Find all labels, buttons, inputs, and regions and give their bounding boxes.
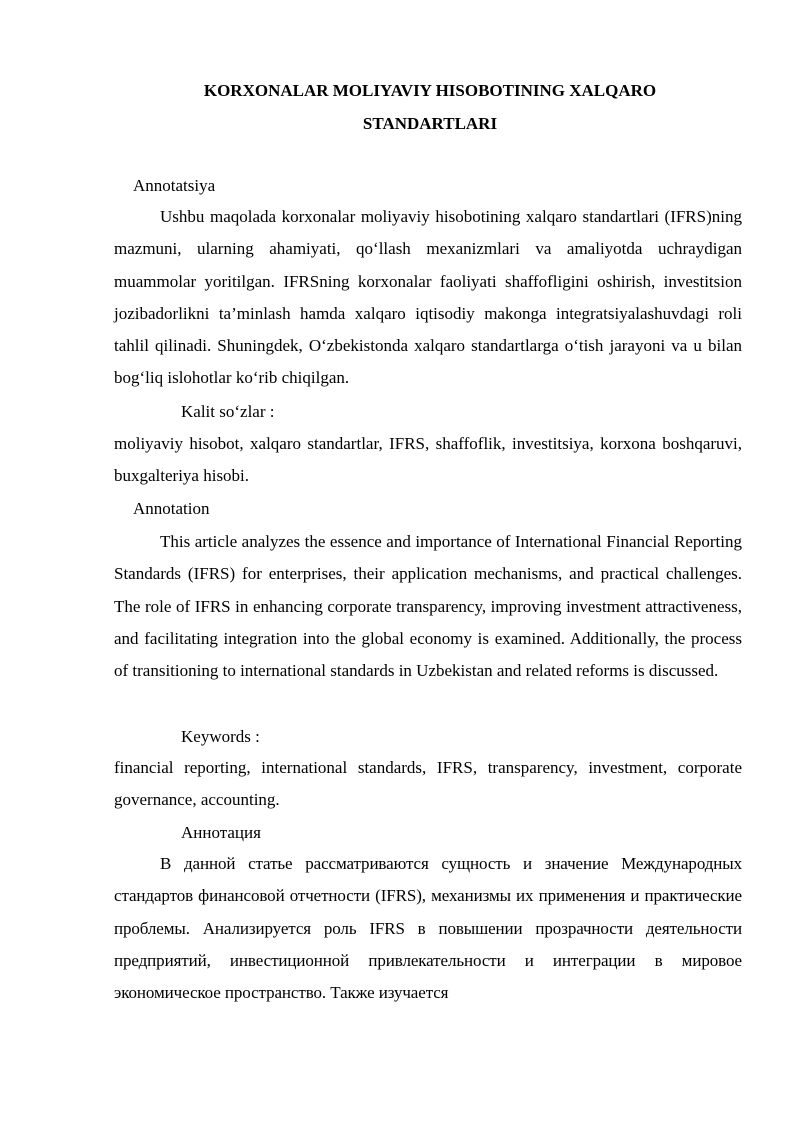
ru-annotation-heading: Аннотация: [181, 823, 261, 842]
en-abstract: This article analyzes the essence and importance of International Financial Reporting Standards (IFRS) for enterprises, their application mechanisms, and practical challenges. The role of IFRS in enhancing corporate transparency, improving investment attractiveness, and facilitating integration into the global economy is examined. Additionally, the process of transitioning to international standards in Uzbekistan and related reforms is discussed.: [114, 532, 742, 681]
en-keywords: financial reporting, international standards, IFRS, transparency, investment, corporate governance, accounting.: [114, 758, 742, 810]
uz-abstract: Ushbu maqolada korxonalar moliyaviy hisobotining xalqaro standartlari (IFRS)ning mazmuni, ularning ahamiyati, qo‘llash mexanizmlari va amaliyotda uchraydigan muammolar yoritilgan. IFRSning korxonalar faoliyati shaffofligini oshirish, investitsion jozibadorlikni ta’minlash hamda xalqaro iqtisodiy makonga integratsiyalashuvdagi roli tahlil qilinadi. Shuningdek, O‘zbekistonda xalqaro standartlarga o‘tish jarayoni va u bilan bog‘liq islohotlar ko‘rib chiqilgan.: [114, 207, 742, 388]
title-line-1: KORXONALAR MOLIYAVIY HISOBOTINING XALQARO: [203, 81, 657, 100]
title-line-2: STANDARTLARI: [362, 114, 498, 133]
uz-keywords-label: Kalit so‘zlar :: [181, 402, 275, 421]
uz-annotation-heading: Annotatsiya: [133, 176, 216, 195]
en-annotation-heading: Annotation: [133, 499, 210, 518]
uz-keywords: moliyaviy hisobot, xalqaro standartlar, IFRS, shaffoflik, investitsiya, korxona boshqaruvi, buxgalteriya hisobi.: [114, 434, 742, 486]
ru-abstract: В данной статье рассматриваются сущность и значение Международных стандартов финансовой отчетности (IFRS), механизмы их применения и практические проблемы. Анализируется роль IFRS в повышении прозрачности деятельности предприятий, инвестиционной привлекательности и интеграции в мировое экономическое пространство. Также изучается: [114, 854, 742, 1003]
document-title: [120, 74, 740, 140]
en-keywords-label: Keywords :: [181, 727, 260, 746]
